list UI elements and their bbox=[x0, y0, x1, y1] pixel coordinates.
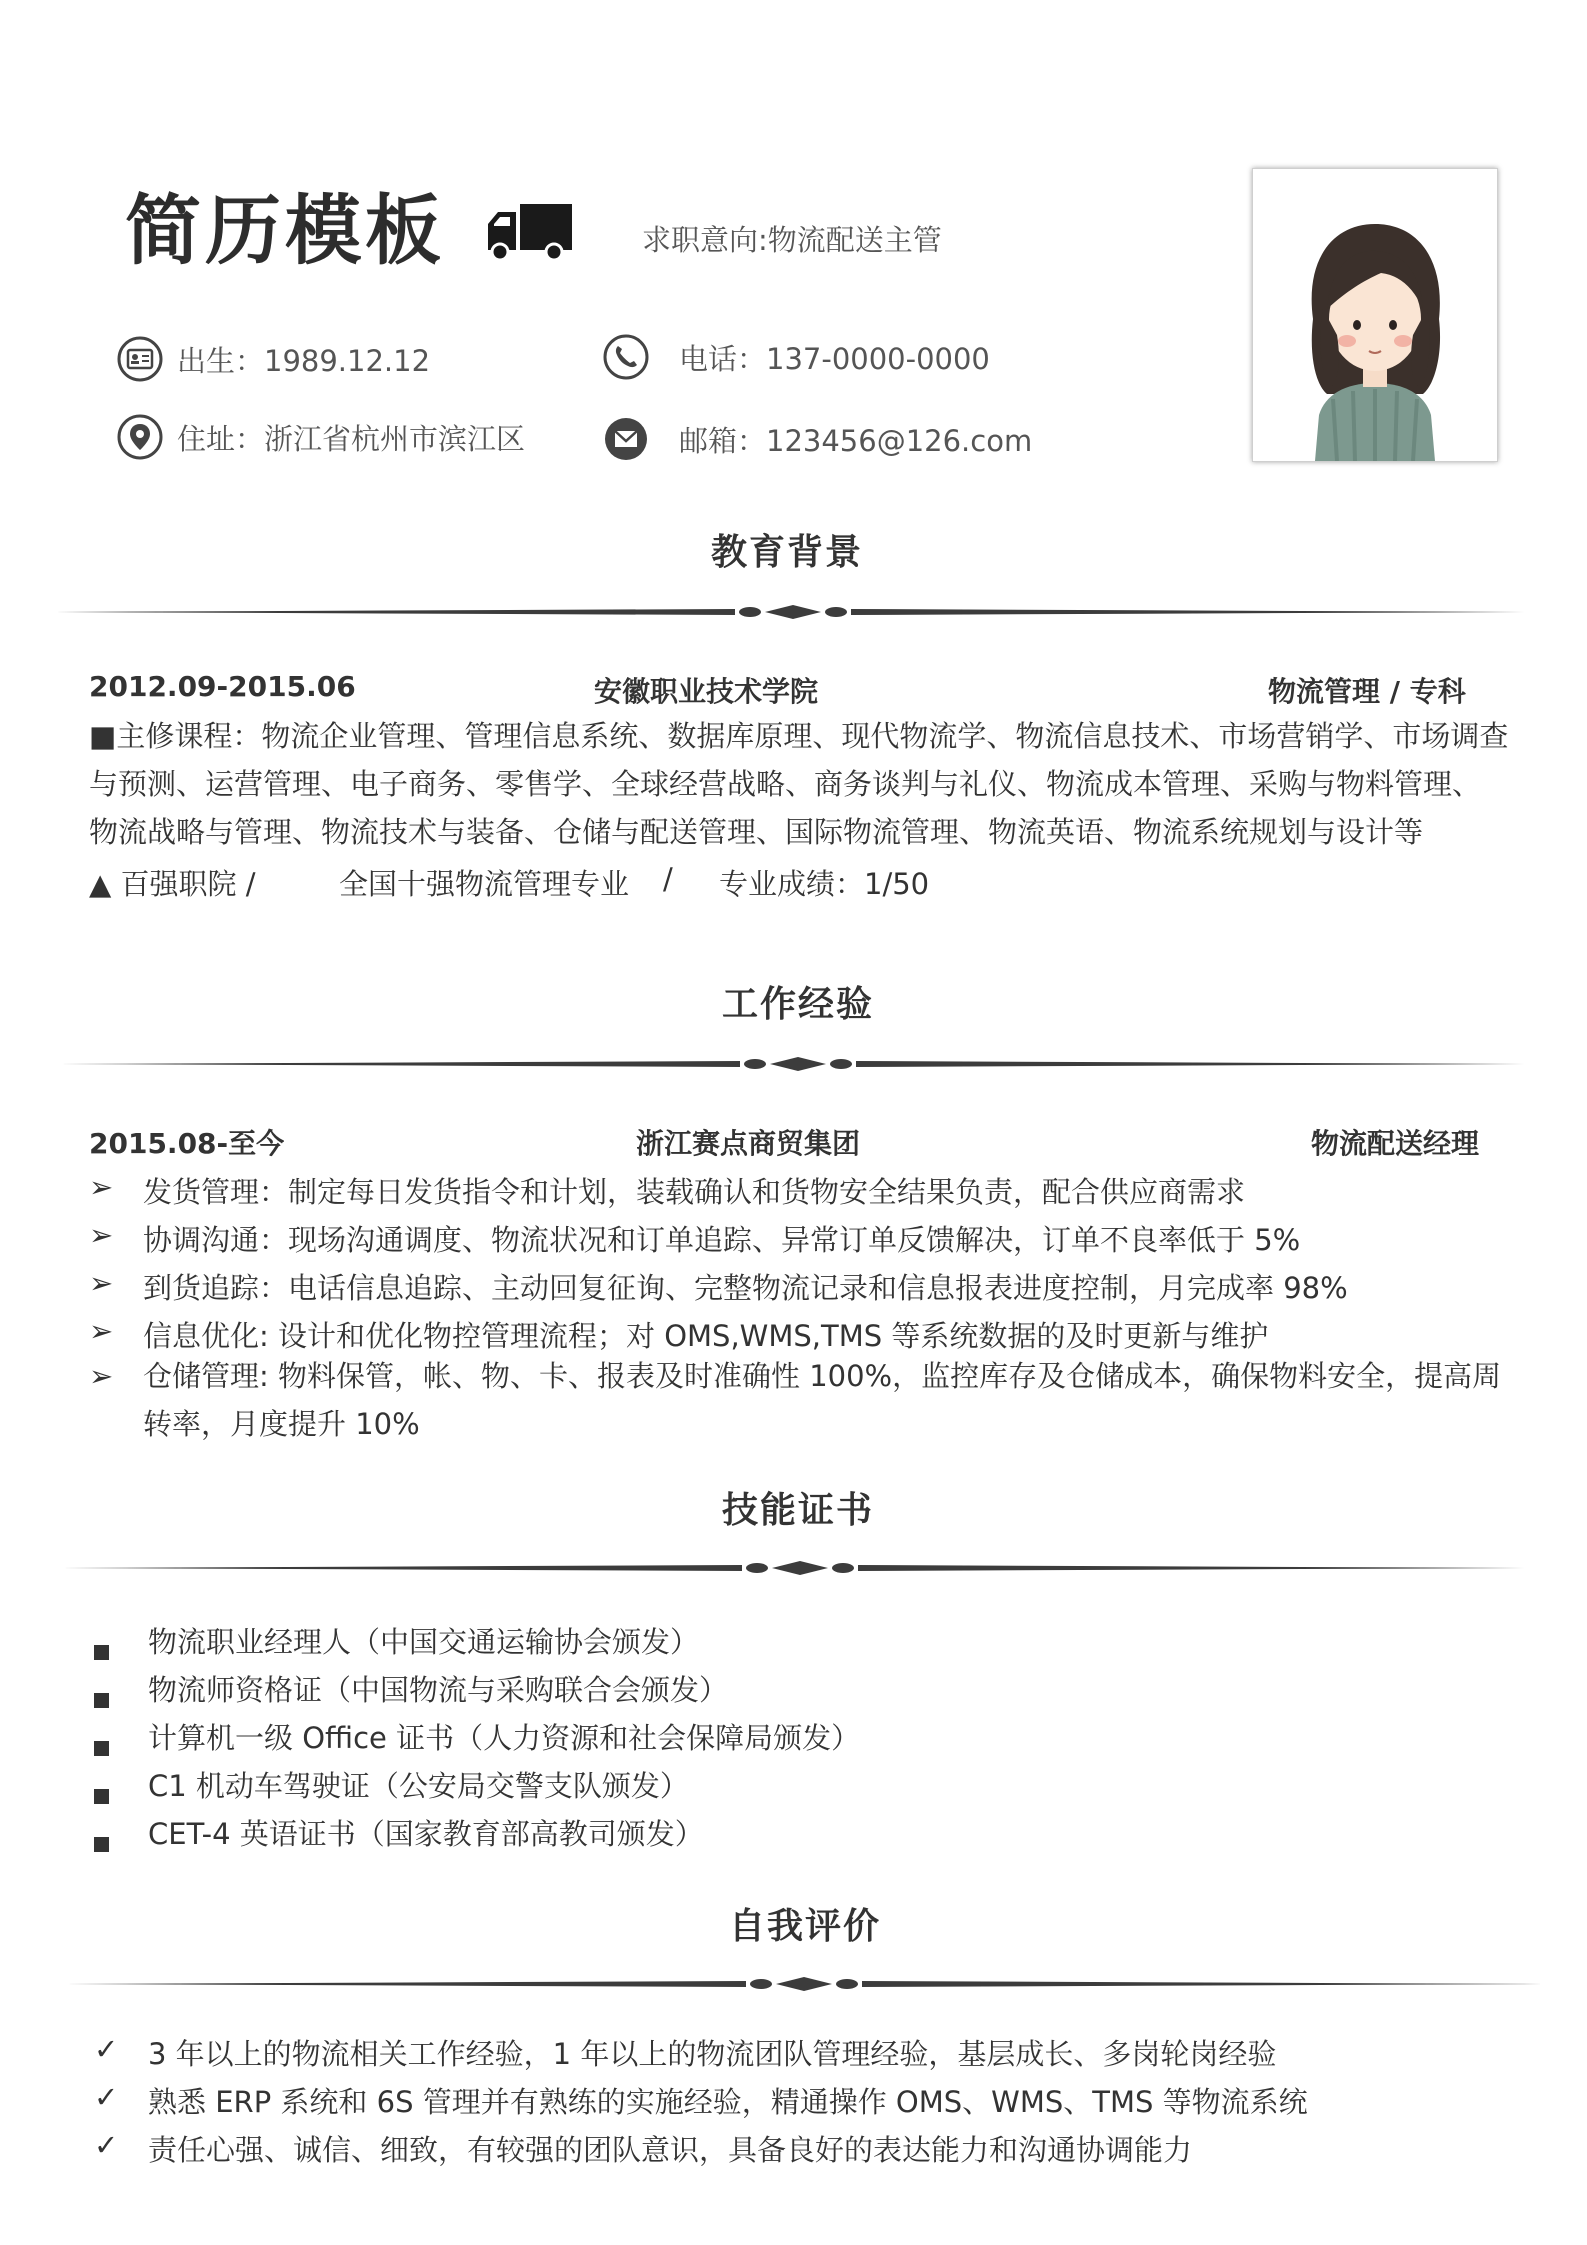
work-item: ➢ 仓储管理: 物料保管，帐、物、卡、报表及时准确性 100%，监控库存及仓储成本，确保物料安全，提高周转率，月度提升 10% bbox=[89, 1352, 1509, 1448]
square-bullet-icon bbox=[94, 1777, 109, 1811]
check-icon: ✓ bbox=[94, 2080, 119, 2114]
work-position: 物流配送经理 bbox=[1311, 1127, 1480, 1160]
check-icon: ✓ bbox=[94, 2032, 119, 2066]
phone-info bbox=[603, 334, 990, 380]
square-bullet-icon bbox=[94, 1633, 109, 1667]
avatar-illustration bbox=[1253, 169, 1497, 461]
education-period: 2012.09-2015.06 bbox=[89, 670, 356, 703]
mail-icon bbox=[603, 416, 649, 462]
arrow-bullet-icon: ➢ bbox=[89, 1218, 114, 1252]
education-divider bbox=[55, 600, 1531, 624]
avatar-photo bbox=[1252, 168, 1498, 462]
honor-item: 全国十强物流管理专业 bbox=[339, 867, 630, 901]
location-pin-icon bbox=[117, 414, 163, 460]
resume-page: 简历模板 求职意向:物流配送主管 出生：1989.12.12 电话：137-0000-0000 住址：浙江省杭州市滨江区 邮箱：123456@126.com 教育背景 2012.09-2015.06 安徽职业技术学院 物流管理 / 专科 ■主修课程：物流企业管理、管理信息系统、数据库原理、现代物流学、物流信息技术、市场营销学、市场调查与预测、运营管理、电子商务、零售学、全球经营战略、商务谈判与礼仪、物流成本管理、采购与物料管理、物流战略与管理、物流技术与装备、仓储与配送管理、国际物流管理、物流英语、物流系统规划与设计等 ▲ 百强职院 / 全国十强物流管理专业 / 专业成绩：1/50 工作经验 2015.08-至今 浙江赛点商贸集团 物流配送经理 ➢ 发货管理：制定每日发货指令和计划，装载确认和货物安全结果负责，配合供应商需求 ➢ 协调沟通：现场沟通调度、物流状况和订单追踪、异常订单反馈解决，订单不良率低于 5% ➢ 到货追踪：电话信息追踪、主动回复征询、完整物流记录和信息报表进度控制，月完成率 98% ➢ 信息优化: 设计和优化物控管理流程；对 OMS,WMS,TMS 等系统数据的及时更新与维护 ➢ 仓储管理: 物料保管，帐、物、卡、报表及时准确性 100%，监控库存及仓储成本，确保物料安全，提高周转率，月度提升 10% 技能证书 物流职业经理人（中国交通运输协会颁发） 物流师资格证（中国物流与采购联合会颁发） 计算机一级 Office 证书（人力资源和社会保障局颁发） C1 机动车驾驶证（公安局交警支队颁发） CET-4 英语证书（国家教育部高教司颁发） 自我评价 ✓ 3 年以上的物流相关工作经验，1 年以上的物流团队管理经验，基层成长、多岗轮岗经验 ✓ 熟悉 ERP 系统和 6S 管理并有熟练的实施经验，精通操作 OMS、WMS、TMS 等物流系统 ✓ 责任心强、诚信、细致，有较强的团队意识，具备良好的表达能力和沟通协调能力 bbox=[0, 0, 1587, 2245]
skills-divider bbox=[62, 1556, 1538, 1580]
birth-text: 出生：1989.12.12 bbox=[177, 343, 431, 378]
skills-title: 技能证书 bbox=[722, 1490, 875, 1531]
honor-item: ▲ 百强职院 / bbox=[89, 867, 256, 901]
address-text: 住址：浙江省杭州市滨江区 bbox=[177, 421, 526, 456]
work-company: 浙江赛点商贸集团 bbox=[636, 1127, 861, 1160]
self-eval-title: 自我评价 bbox=[729, 1906, 882, 1947]
self-eval-divider bbox=[66, 1972, 1542, 1996]
square-bullet-icon bbox=[94, 1729, 109, 1763]
email-info bbox=[603, 416, 1032, 462]
work-period: 2015.08-至今 bbox=[89, 1127, 285, 1160]
arrow-bullet-icon: ➢ bbox=[89, 1170, 114, 1204]
education-school: 安徽职业技术学院 bbox=[594, 675, 819, 708]
truck-icon bbox=[484, 204, 574, 262]
education-courses: ■主修课程：物流企业管理、管理信息系统、数据库原理、现代物流学、物流信息技术、市场营销学、市场调查与预测、运营管理、电子商务、零售学、全球经营战略、商务谈判与礼仪、物流成本管理、采购与物料管理、物流战略与管理、物流技术与装备、仓储与配送管理、国际物流管理、物流英语、物流系统规划与设计等 bbox=[89, 719, 1509, 849]
id-card-icon bbox=[117, 336, 163, 382]
phone-text: 电话：137-0000-0000 bbox=[679, 341, 990, 376]
square-bullet-icon bbox=[94, 1825, 109, 1859]
work-divider bbox=[60, 1052, 1536, 1076]
honor-separator: / bbox=[663, 862, 673, 896]
check-icon: ✓ bbox=[94, 2128, 119, 2162]
arrow-bullet-icon: ➢ bbox=[89, 1314, 114, 1348]
square-bullet-icon bbox=[94, 1681, 109, 1715]
birth-info bbox=[117, 336, 430, 382]
resume-title: 简历模板 bbox=[125, 186, 445, 275]
education-major: 物流管理 / 专科 bbox=[1268, 675, 1466, 708]
phone-icon bbox=[603, 334, 649, 380]
email-text: 邮箱：123456@126.com bbox=[679, 423, 1033, 458]
address-info bbox=[117, 414, 525, 460]
honor-item: 专业成绩：1/50 bbox=[719, 867, 930, 901]
education-title: 教育背景 bbox=[711, 532, 864, 573]
job-intent: 求职意向:物流配送主管 bbox=[642, 223, 942, 257]
arrow-bullet-icon: ➢ bbox=[89, 1266, 114, 1300]
work-title: 工作经验 bbox=[722, 984, 875, 1025]
arrow-bullet-icon: ➢ bbox=[89, 1359, 114, 1393]
